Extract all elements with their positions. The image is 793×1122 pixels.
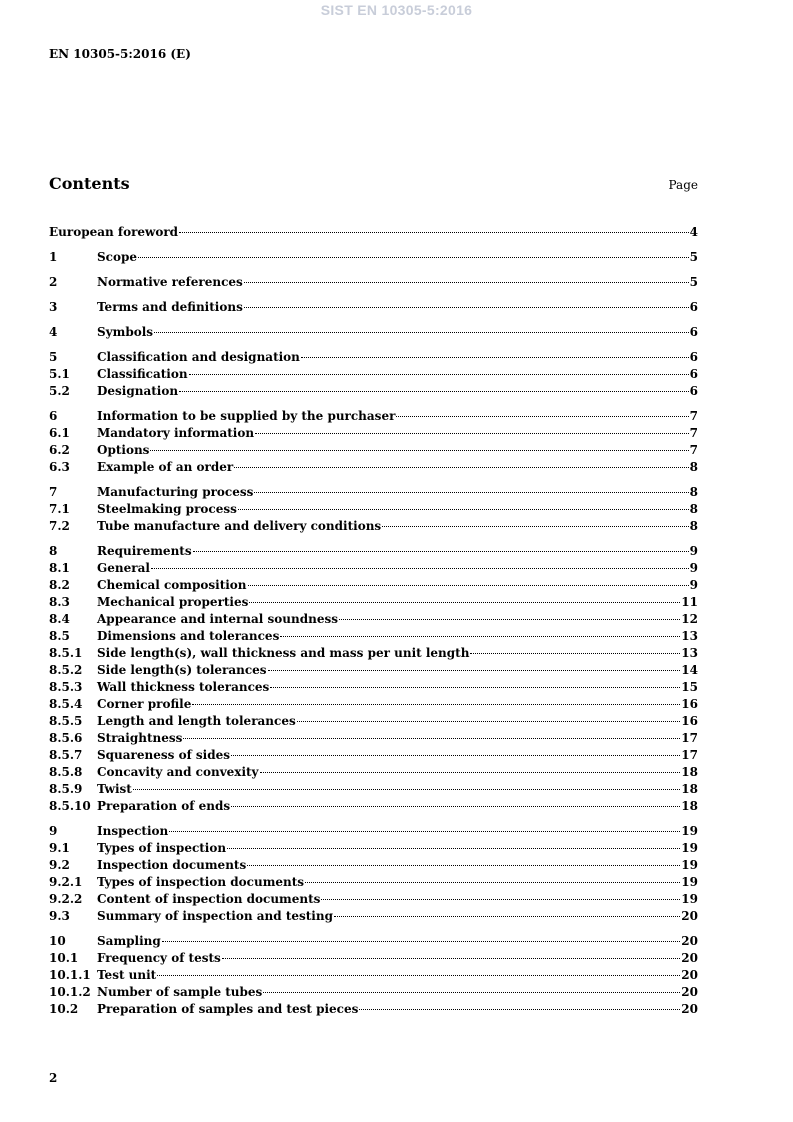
toc-dot-leader: [231, 755, 680, 756]
toc-entry[interactable]: [49, 484, 698, 501]
toc-dot-leader: [382, 526, 688, 527]
toc-entry[interactable]: [49, 442, 698, 459]
toc-dot-leader: [396, 416, 688, 417]
toc-dot-leader: [321, 899, 680, 900]
toc-entry-page: 13: [681, 646, 698, 660]
toc-entry-title: Terms and definitions: [97, 300, 243, 314]
table-of-contents: [49, 224, 698, 1026]
toc-entry-page: 11: [681, 595, 698, 609]
toc-entry[interactable]: [49, 891, 698, 908]
toc-dot-leader: [268, 670, 681, 671]
toc-entry-number: 8.5.1: [49, 646, 83, 660]
toc-entry[interactable]: [49, 425, 698, 442]
toc-dot-leader: [254, 492, 688, 493]
toc-entry-page: 6: [689, 350, 698, 364]
toc-dot-leader: [234, 467, 688, 468]
toc-entry-number: 9.1: [49, 841, 70, 855]
toc-group: [49, 299, 698, 316]
toc-entry-page: 8: [689, 502, 698, 516]
toc-entry-title: Inspection documents: [97, 858, 247, 872]
toc-entry-page: 17: [681, 731, 698, 745]
toc-group: [49, 543, 698, 815]
toc-entry-number: 8.5: [49, 629, 70, 643]
toc-entry[interactable]: [49, 383, 698, 400]
toc-dot-leader: [297, 721, 681, 722]
toc-dot-leader: [162, 941, 681, 942]
toc-entry-title: Inspection: [97, 824, 169, 838]
toc-entry-page: 7: [689, 426, 698, 440]
toc-group: [49, 249, 698, 266]
toc-entry-number: 8.1: [49, 561, 70, 575]
toc-entry-page: 19: [681, 841, 698, 855]
toc-dot-leader: [244, 307, 689, 308]
toc-dot-leader: [359, 1009, 680, 1010]
toc-entry-page: 4: [689, 225, 698, 239]
toc-entry-number: 8.5.3: [49, 680, 83, 694]
toc-entry-title: Summary of inspection and testing: [97, 909, 333, 923]
toc-group: [49, 933, 698, 1018]
toc-entry[interactable]: [49, 950, 698, 967]
toc-dot-leader: [301, 357, 689, 358]
toc-entry-number: 7.2: [49, 519, 70, 533]
toc-entry-page: 5: [689, 250, 698, 264]
page-number: 2: [49, 1071, 58, 1085]
toc-group: [49, 823, 698, 925]
toc-entry-number: 7.1: [49, 502, 70, 516]
toc-entry-title: Squareness of sides: [97, 748, 231, 762]
toc-entry-page: 5: [689, 275, 698, 289]
toc-entry-page: 20: [681, 951, 698, 965]
toc-entry-title: Corner profile: [97, 697, 192, 711]
toc-dot-leader: [151, 568, 689, 569]
toc-entry-number: 9: [49, 824, 58, 838]
toc-entry-number: 8.5.5: [49, 714, 83, 728]
toc-dot-leader: [248, 585, 689, 586]
toc-entry-title: Steelmaking process: [97, 502, 237, 516]
toc-entry-page: 18: [681, 799, 698, 813]
page-column-label: Page: [668, 178, 698, 192]
document-id: EN 10305-5:2016 (E): [49, 47, 191, 61]
toc-entry-page: 19: [681, 824, 698, 838]
toc-entry-page: 6: [689, 325, 698, 339]
toc-entry-page: 16: [681, 714, 698, 728]
toc-entry-title: Chemical composition: [97, 578, 247, 592]
toc-entry-number: 9.2.2: [49, 892, 83, 906]
toc-entry[interactable]: [49, 798, 698, 815]
toc-entry-title: Straightness: [97, 731, 183, 745]
toc-group: [49, 274, 698, 291]
toc-entry-number: 5: [49, 350, 58, 364]
toc-entry-number: 10: [49, 934, 66, 948]
toc-entry-title: Number of sample tubes: [97, 985, 263, 999]
toc-entry-title: Classification and designation: [97, 350, 300, 364]
toc-dot-leader: [263, 992, 680, 993]
toc-entry-title: Preparation of samples and test pieces: [97, 1002, 359, 1016]
toc-entry[interactable]: [49, 543, 698, 560]
toc-entry-title: Dimensions and tolerances: [97, 629, 280, 643]
toc-entry-title: Mandatory information: [97, 426, 255, 440]
toc-entry-page: 8: [689, 485, 698, 499]
toc-entry-page: 14: [681, 663, 698, 677]
toc-entry-number: 10.1.2: [49, 985, 91, 999]
toc-entry-page: 19: [681, 858, 698, 872]
toc-entry-title: Preparation of ends: [97, 799, 231, 813]
toc-entry[interactable]: [49, 645, 698, 662]
toc-dot-leader: [169, 831, 680, 832]
toc-entry[interactable]: [49, 857, 698, 874]
toc-entry-number: 8.5.6: [49, 731, 83, 745]
toc-dot-leader: [305, 882, 680, 883]
toc-entry-title: European foreword: [49, 225, 179, 239]
toc-dot-leader: [227, 848, 680, 849]
toc-entry[interactable]: [49, 628, 698, 645]
toc-entry-title: Content of inspection documents: [97, 892, 321, 906]
toc-entry-number: 8.2: [49, 578, 70, 592]
toc-entry[interactable]: [49, 324, 698, 341]
toc-entry-title: Types of inspection: [97, 841, 227, 855]
toc-entry-number: 9.2: [49, 858, 70, 872]
toc-dot-leader: [339, 619, 680, 620]
toc-entry-page: 15: [681, 680, 698, 694]
toc-entry-number: 10.1.1: [49, 968, 91, 982]
toc-entry-page: 20: [681, 909, 698, 923]
toc-entry-page: 8: [689, 519, 698, 533]
toc-entry-number: 8: [49, 544, 58, 558]
toc-entry[interactable]: [49, 594, 698, 611]
toc-dot-leader: [260, 772, 681, 773]
toc-entry-page: 9: [689, 578, 698, 592]
toc-entry-title: Information to be supplied by the purchaser: [97, 409, 396, 423]
toc-entry-number: 8.5.2: [49, 663, 83, 677]
toc-entry[interactable]: [49, 874, 698, 891]
contents-heading: Contents: [49, 174, 130, 193]
toc-entry-number: 8.5.10: [49, 799, 91, 813]
toc-entry-title: Classification: [97, 367, 188, 381]
toc-dot-leader: [133, 789, 680, 790]
toc-entry[interactable]: [49, 662, 698, 679]
toc-dot-leader: [249, 602, 680, 603]
toc-entry-number: 10.2: [49, 1002, 79, 1016]
toc-entry-number: 8.5.9: [49, 782, 83, 796]
toc-entry-page: 20: [681, 1002, 698, 1016]
toc-entry-page: 19: [681, 875, 698, 889]
toc-entry-title: Options: [97, 443, 150, 457]
toc-entry-title: Scope: [97, 250, 138, 264]
toc-entry-number: 6.3: [49, 460, 70, 474]
toc-entry-title: Mechanical properties: [97, 595, 249, 609]
toc-dot-leader: [255, 433, 689, 434]
toc-entry-page: 6: [689, 384, 698, 398]
toc-entry[interactable]: [49, 696, 698, 713]
toc-dot-leader: [189, 374, 689, 375]
toc-dot-leader: [154, 332, 689, 333]
toc-entry-page: 18: [681, 782, 698, 796]
toc-entry-number: 1: [49, 250, 58, 264]
toc-entry-number: 8.5.4: [49, 697, 83, 711]
toc-entry[interactable]: [49, 747, 698, 764]
toc-entry-number: 8.3: [49, 595, 70, 609]
toc-dot-leader: [334, 916, 680, 917]
toc-entry-page: 16: [681, 697, 698, 711]
toc-entry[interactable]: [49, 299, 698, 316]
toc-entry-title: Frequency of tests: [97, 951, 221, 965]
toc-entry-number: 5.2: [49, 384, 70, 398]
toc-dot-leader: [231, 806, 680, 807]
toc-dot-leader: [244, 282, 689, 283]
toc-entry-page: 13: [681, 629, 698, 643]
toc-entry[interactable]: [49, 408, 698, 425]
toc-entry-page: 12: [681, 612, 698, 626]
toc-entry[interactable]: [49, 1001, 698, 1018]
toc-entry[interactable]: [49, 560, 698, 577]
toc-entry[interactable]: [49, 967, 698, 984]
toc-dot-leader: [179, 232, 689, 233]
toc-entry-title: Wall thickness tolerances: [97, 680, 270, 694]
toc-entry-number: 2: [49, 275, 58, 289]
toc-entry[interactable]: [49, 764, 698, 781]
toc-entry-number: 3: [49, 300, 58, 314]
toc-entry-number: 8.4: [49, 612, 70, 626]
toc-entry-number: 6.2: [49, 443, 70, 457]
toc-entry-number: 9.2.1: [49, 875, 83, 889]
toc-entry-title: General: [97, 561, 150, 575]
toc-entry-title: Designation: [97, 384, 179, 398]
toc-entry-title: Side length(s) tolerances: [97, 663, 267, 677]
toc-entry[interactable]: [49, 577, 698, 594]
toc-entry[interactable]: [49, 781, 698, 798]
toc-entry-page: 9: [689, 544, 698, 558]
toc-entry-page: 7: [689, 443, 698, 457]
toc-entry[interactable]: [49, 501, 698, 518]
toc-entry-page: 20: [681, 934, 698, 948]
toc-entry-title: Symbols: [97, 325, 154, 339]
toc-entry-title: Test unit: [97, 968, 157, 982]
toc-group: [49, 484, 698, 535]
toc-entry[interactable]: [49, 349, 698, 366]
toc-entry[interactable]: [49, 823, 698, 840]
toc-entry-title: Types of inspection documents: [97, 875, 305, 889]
watermark: SIST EN 10305-5:2016: [320, 2, 473, 18]
toc-entry[interactable]: [49, 224, 698, 241]
toc-entry-page: 7: [689, 409, 698, 423]
toc-entry[interactable]: [49, 730, 698, 747]
toc-entry-title: Normative references: [97, 275, 243, 289]
toc-entry-page: 19: [681, 892, 698, 906]
toc-entry-page: 8: [689, 460, 698, 474]
toc-entry-title: Requirements: [97, 544, 192, 558]
toc-entry[interactable]: [49, 984, 698, 1001]
toc-entry-page: 20: [681, 968, 698, 982]
toc-dot-leader: [183, 738, 680, 739]
toc-entry-page: 9: [689, 561, 698, 575]
toc-dot-leader: [470, 653, 680, 654]
toc-dot-leader: [150, 450, 688, 451]
toc-dot-leader: [193, 551, 689, 552]
toc-entry[interactable]: [49, 459, 698, 476]
toc-entry-title: Tube manufacture and delivery conditions: [97, 519, 382, 533]
toc-entry-title: Twist: [97, 782, 132, 796]
toc-entry-number: 9.3: [49, 909, 70, 923]
toc-entry-title: Length and length tolerances: [97, 714, 296, 728]
toc-entry-page: 18: [681, 765, 698, 779]
toc-dot-leader: [280, 636, 680, 637]
toc-dot-leader: [138, 257, 689, 258]
toc-dot-leader: [179, 391, 689, 392]
toc-entry-title: Sampling: [97, 934, 161, 948]
toc-entry-title: Manufacturing process: [97, 485, 254, 499]
toc-group: [49, 349, 698, 400]
toc-entry-number: 8.5.8: [49, 765, 83, 779]
toc-entry-number: 10.1: [49, 951, 79, 965]
toc-entry-number: 8.5.7: [49, 748, 83, 762]
toc-entry-number: 6: [49, 409, 58, 423]
toc-dot-leader: [238, 509, 689, 510]
toc-dot-leader: [270, 687, 680, 688]
toc-dot-leader: [247, 865, 680, 866]
toc-entry-title: Appearance and internal soundness: [97, 612, 339, 626]
toc-entry[interactable]: [49, 908, 698, 925]
toc-entry-title: Side length(s), wall thickness and mass per unit length: [97, 646, 470, 660]
toc-entry[interactable]: [49, 249, 698, 266]
toc-entry-number: 4: [49, 325, 58, 339]
toc-group: [49, 224, 698, 241]
toc-group: [49, 408, 698, 476]
toc-entry[interactable]: [49, 518, 698, 535]
toc-entry[interactable]: [49, 274, 698, 291]
toc-entry-page: 17: [681, 748, 698, 762]
toc-entry[interactable]: [49, 840, 698, 857]
toc-entry[interactable]: [49, 611, 698, 628]
toc-entry[interactable]: [49, 933, 698, 950]
toc-entry-title: Example of an order: [97, 460, 234, 474]
toc-dot-leader: [192, 704, 680, 705]
toc-dot-leader: [222, 958, 681, 959]
toc-entry[interactable]: [49, 679, 698, 696]
toc-group: [49, 324, 698, 341]
toc-entry[interactable]: [49, 713, 698, 730]
toc-entry[interactable]: [49, 366, 698, 383]
toc-entry-number: 6.1: [49, 426, 70, 440]
toc-entry-page: 6: [689, 367, 698, 381]
toc-entry-number: 5.1: [49, 367, 70, 381]
toc-entry-title: Concavity and convexity: [97, 765, 259, 779]
toc-entry-number: 7: [49, 485, 58, 499]
toc-entry-page: 6: [689, 300, 698, 314]
toc-entry-page: 20: [681, 985, 698, 999]
toc-dot-leader: [157, 975, 680, 976]
